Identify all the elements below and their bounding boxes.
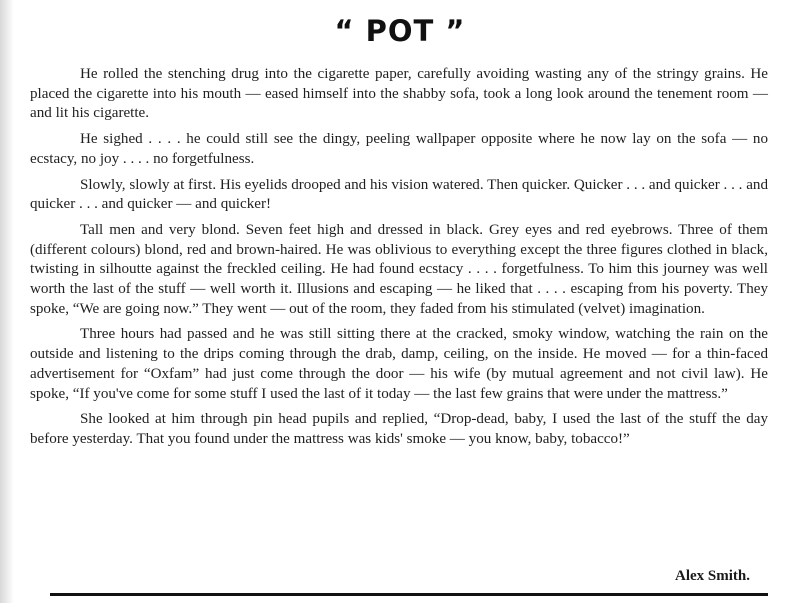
paragraph-4: Tall men and very blond. Seven feet high and dressed in black. Grey eyes and red eyebrows. Three of them (different colours) blond, red and brown-haired. He was oblivious to everything except the three figures clothed in black, twisting in silhoutte against the freckled ceiling. He had found ecstacy . . . . forgetfulness. To him this journey was well worth the last of the stuff — well worth it. Illusions and escaping — he liked that . . . . escaping from his poverty. They spoke, “We are going now.” They went — out of the room, they faded from his stimulated (velvet) imagination. bbox=[30, 221, 768, 317]
author-signature: Alex Smith. bbox=[675, 568, 750, 584]
paragraph-5: Three hours had passed and he was still sitting there at the cracked, smoky window, watching the rain on the outside and listening to the drips coming through the drab, damp, ceiling, on the inside. He moved — for a thin-faced advertisement for “Oxfam” had just come through the door — his wife (by mutual agreement and not civil law). He spoke, “If you've come for some stuff I used the last of it today — the last few grains that were under the mattress.” bbox=[30, 326, 768, 402]
paragraph-6: She looked at him through pin head pupils and replied, “Drop-dead, baby, I used the last of the stuff the day before yesterday. That you found under the mattress was kids' smoke — you know, baby, tobacco!” bbox=[30, 411, 768, 447]
story-title: “ POT ” bbox=[334, 14, 466, 48]
paragraph-1: He rolled the stenching drug into the cigarette paper, carefully avoiding wasting any of the stringy grains. He placed the cigarette into his mouth — eased himself into the shabby sofa, took a long look around the tenement room — and lit his cigarette. bbox=[30, 66, 768, 122]
bottom-divider bbox=[50, 593, 768, 596]
page-edge-shadow bbox=[0, 0, 14, 603]
paragraph-2: He sighed . . . . he could still see the dingy, peeling wallpaper opposite where he now lay on the sofa — no ecstacy, no joy . . . . no forgetfulness. bbox=[30, 131, 768, 167]
paragraph-3: Slowly, slowly at first. His eyelids drooped and his vision watered. Then quicker. Quicker . . . and quicker . . . and quicker . . . and quicker — and quicker! bbox=[30, 176, 768, 213]
story-body bbox=[30, 65, 768, 456]
